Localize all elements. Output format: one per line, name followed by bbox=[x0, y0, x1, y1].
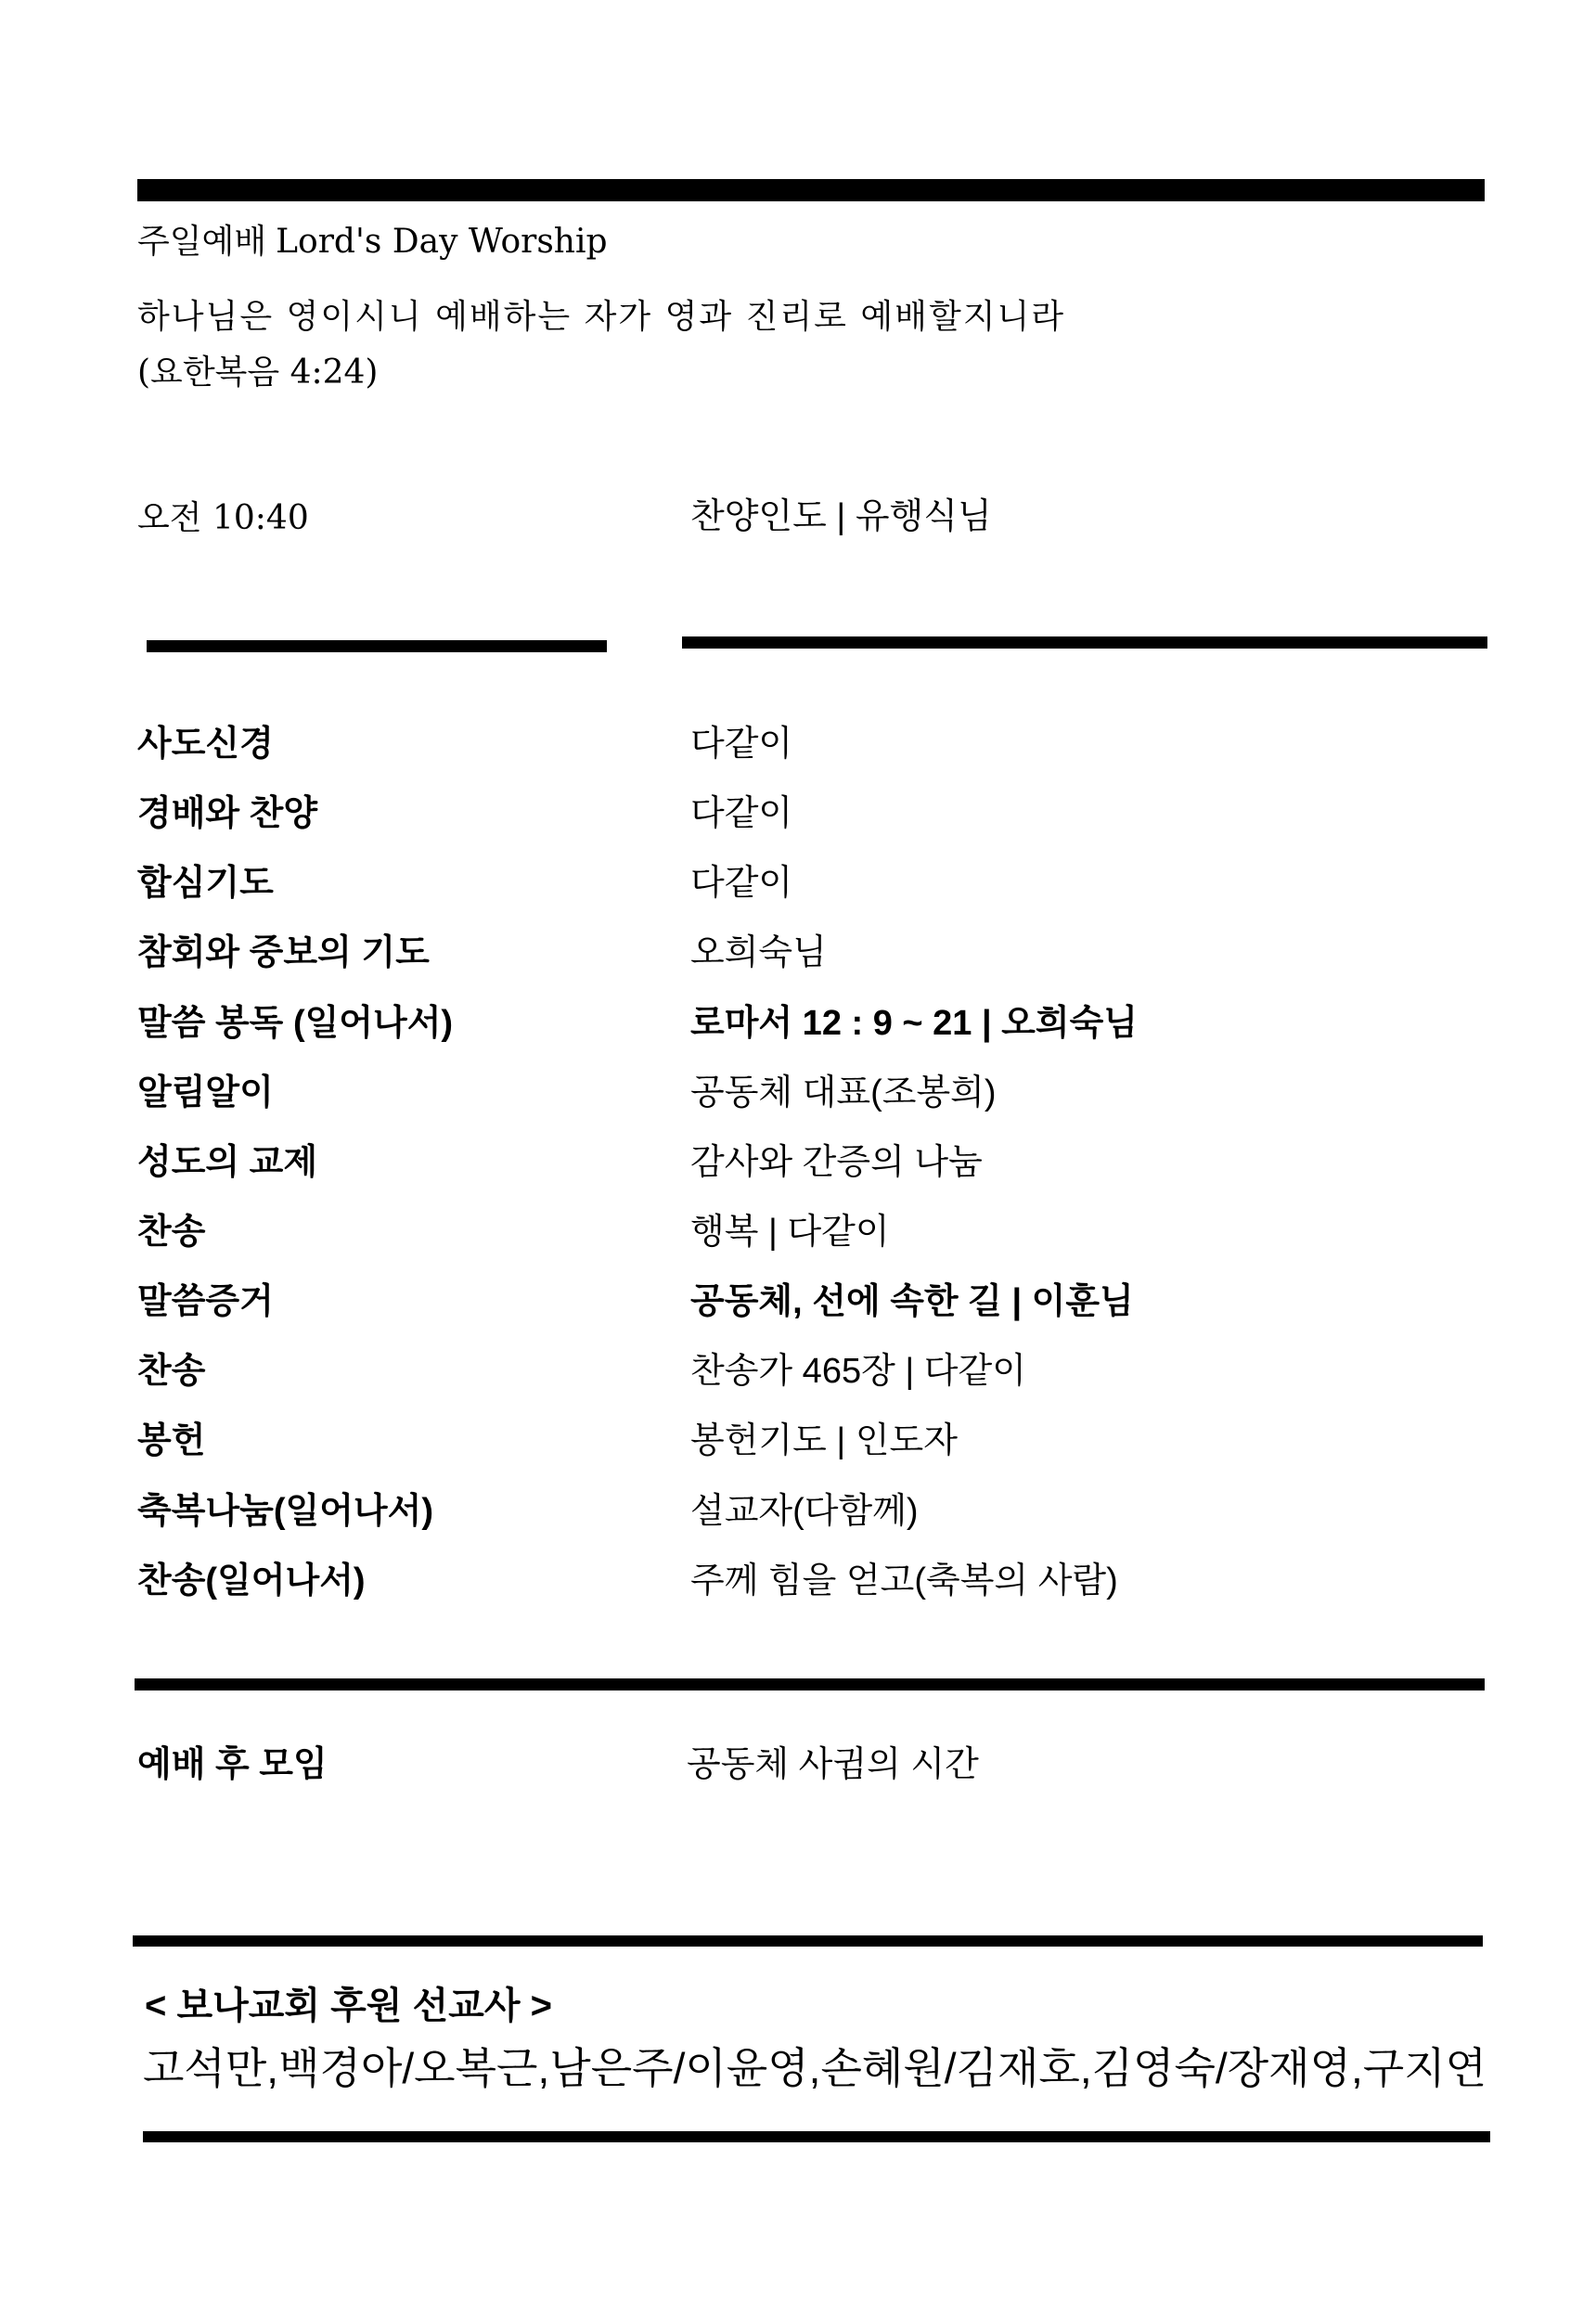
order-row bbox=[0, 1342, 1596, 1397]
after-service-label: 예배 후 모임 bbox=[137, 1745, 328, 1784]
scripture-reference: (요한복음 4:24) bbox=[137, 354, 379, 392]
order-row bbox=[0, 1063, 1596, 1119]
order-item-value: 다같이 bbox=[690, 725, 793, 764]
section-divider-left bbox=[147, 640, 607, 652]
order-item-label: 경배와 찬양 bbox=[137, 794, 318, 833]
order-item-label: 사도신경 bbox=[137, 725, 274, 764]
order-item-value: 다같이 bbox=[690, 864, 793, 903]
after-service-value: 공동체 사귐의 시간 bbox=[687, 1745, 979, 1784]
scripture-verse: 하나님은 영이시니 예배하는 자가 영과 진리로 예배할지니라 bbox=[137, 298, 1066, 336]
order-item-label: 찬송(일어나서) bbox=[137, 1562, 366, 1600]
order-row bbox=[0, 1482, 1596, 1537]
order-item-label: 참회와 중보의 기도 bbox=[137, 933, 430, 972]
order-row bbox=[0, 1272, 1596, 1328]
order-item-label: 말씀 봉독 (일어나서) bbox=[137, 1004, 454, 1043]
section-divider-right bbox=[682, 636, 1487, 649]
order-row bbox=[0, 854, 1596, 909]
top-divider bbox=[137, 179, 1485, 201]
order-item-value: 공동체, 선에 속한 길 | 이훈님 bbox=[690, 1282, 1134, 1321]
order-item-label: 알림알이 bbox=[137, 1073, 274, 1112]
order-item-value: 행복 | 다같이 bbox=[690, 1213, 890, 1252]
order-item-label: 축복나눔(일어나서) bbox=[137, 1492, 433, 1531]
order-item-label: 찬송 bbox=[137, 1213, 206, 1252]
order-row bbox=[0, 714, 1596, 770]
missionaries-heading: < 보나교회 후원 선교사 > bbox=[145, 1986, 552, 2026]
service-time: 오전 10:40 bbox=[137, 499, 309, 537]
order-item-value: 주께 힘을 얻고(축복의 사람) bbox=[690, 1562, 1118, 1600]
order-item-value: 찬송가 465장 | 다같이 bbox=[690, 1352, 1026, 1391]
order-item-value: 다같이 bbox=[690, 794, 793, 833]
order-item-value: 감사와 간증의 나눔 bbox=[690, 1143, 983, 1182]
order-row bbox=[0, 994, 1596, 1049]
order-row bbox=[0, 923, 1596, 979]
order-item-label: 성도의 교제 bbox=[137, 1143, 318, 1182]
order-item-value: 로마서 12 : 9 ~ 21 | 오희숙님 bbox=[690, 1004, 1139, 1043]
order-item-value: 봉헌기도 | 인도자 bbox=[690, 1421, 958, 1460]
order-item-label: 찬송 bbox=[137, 1352, 206, 1391]
order-row bbox=[0, 1411, 1596, 1467]
order-row bbox=[0, 1551, 1596, 1607]
service-title-ko: 주일예배 bbox=[137, 223, 267, 261]
order-item-value: 설교자(다함께) bbox=[690, 1492, 919, 1531]
missionaries-names: 고석만,백경아/오복근,남은주/이윤영,손혜원/김재호,김영숙/장재영,구지연 bbox=[143, 2044, 1487, 2092]
service-title-en: Lord's Day Worship bbox=[276, 223, 608, 261]
order-row bbox=[0, 1133, 1596, 1189]
missionary-top-divider bbox=[133, 1935, 1483, 1947]
order-item-label: 봉헌 bbox=[137, 1421, 206, 1460]
worship-leader: 찬양인도 | 유행식님 bbox=[690, 497, 992, 536]
order-item-value: 오희숙님 bbox=[690, 933, 827, 972]
service-title bbox=[137, 221, 608, 262]
order-item-label: 말씀증거 bbox=[137, 1282, 274, 1321]
order-end-divider bbox=[135, 1678, 1485, 1690]
order-row bbox=[0, 1202, 1596, 1258]
missionary-bottom-divider bbox=[143, 2131, 1490, 2142]
order-item-label: 합심기도 bbox=[137, 864, 274, 903]
order-row bbox=[0, 784, 1596, 840]
order-item-value: 공동체 대표(조봉희) bbox=[690, 1073, 997, 1112]
